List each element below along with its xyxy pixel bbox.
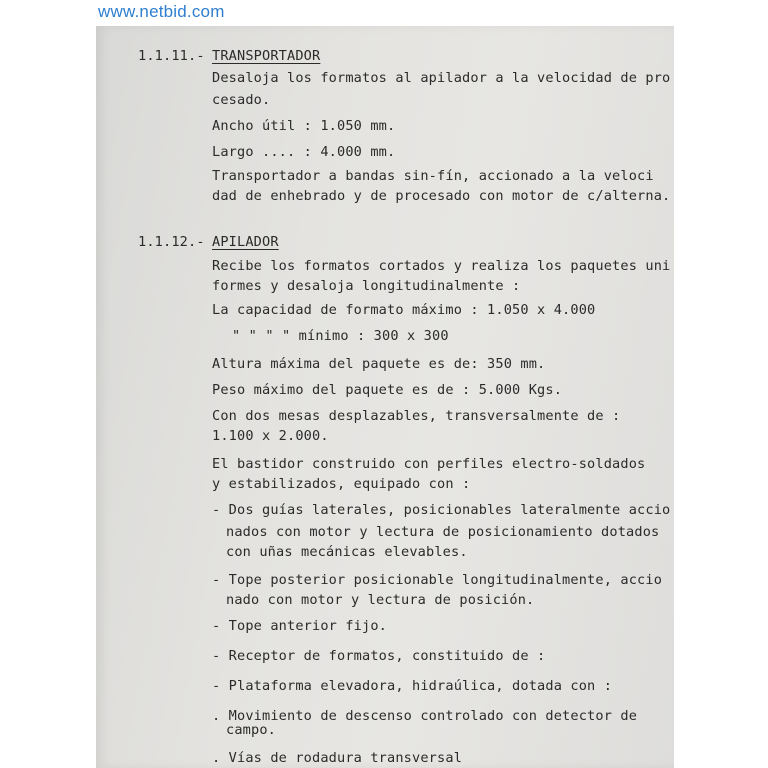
text-line: 1.100 x 2.000. [212,428,329,444]
text-line: El bastidor construido con perfiles electro-soldados [212,456,646,472]
text-line: Peso máximo del paquete es de : 5.000 Kgs. [212,382,563,398]
list-item: - Receptor de formatos, constituido de : [212,648,546,664]
list-item: - Dos guías laterales, posicionables lateralmente accio [212,502,671,518]
list-item: - Plataforma elevadora, hidraúlica, dotada con : [212,678,613,694]
section-title-apilador: APILADOR [212,234,279,250]
text-line: " " " " mínimo : 300 x 300 [232,328,449,344]
text-line: nado con motor y lectura de posición. [226,592,535,608]
text-line: Con dos mesas desplazables, transversalmente de : [212,408,621,424]
text-line: cesado. [212,92,271,108]
text-line: Recibe los formatos cortados y realiza los paquetes uni [212,258,671,274]
netbid-watermark: www.netbid.com [98,2,225,21]
text-line: Desaloja los formatos al apilador a la velocidad de pro [212,70,671,86]
section-number-1112: 1.1.12.- [138,234,205,250]
text-line: Ancho útil : 1.050 mm. [212,118,396,134]
section-number-1111: 1.1.11.- [138,48,205,64]
text-line: Largo .... : 4.000 mm. [212,144,396,160]
text-line: y estabilizados, equipado con : [212,476,471,492]
list-item: . Movimiento de descenso controlado con detector de [212,708,638,724]
text-line: campo. [226,722,277,738]
text-line: Altura máxima del paquete es de: 350 mm. [212,356,546,372]
text-line: Transportador a bandas sin-fín, accionado a la veloci [212,168,654,184]
text-line: nados con motor y lectura de posicionamiento dotados [226,524,660,540]
list-item: - Tope anterior fijo. [212,618,388,634]
text-line: La capacidad de formato máximo : 1.050 x 4.000 [212,302,596,318]
text-line: formes y desaloja longitudinalmente : [212,278,521,294]
section-title-transportador: TRANSPORTADOR [212,48,321,64]
text-line: con uñas mecánicas elevables. [226,544,468,560]
list-item: - Tope posterior posicionable longitudinalmente, accio [212,572,663,588]
list-item: . Vías de rodadura transversal [212,750,463,766]
text-line: dad de enhebrado y de procesado con motor de c/alterna. [212,188,671,204]
